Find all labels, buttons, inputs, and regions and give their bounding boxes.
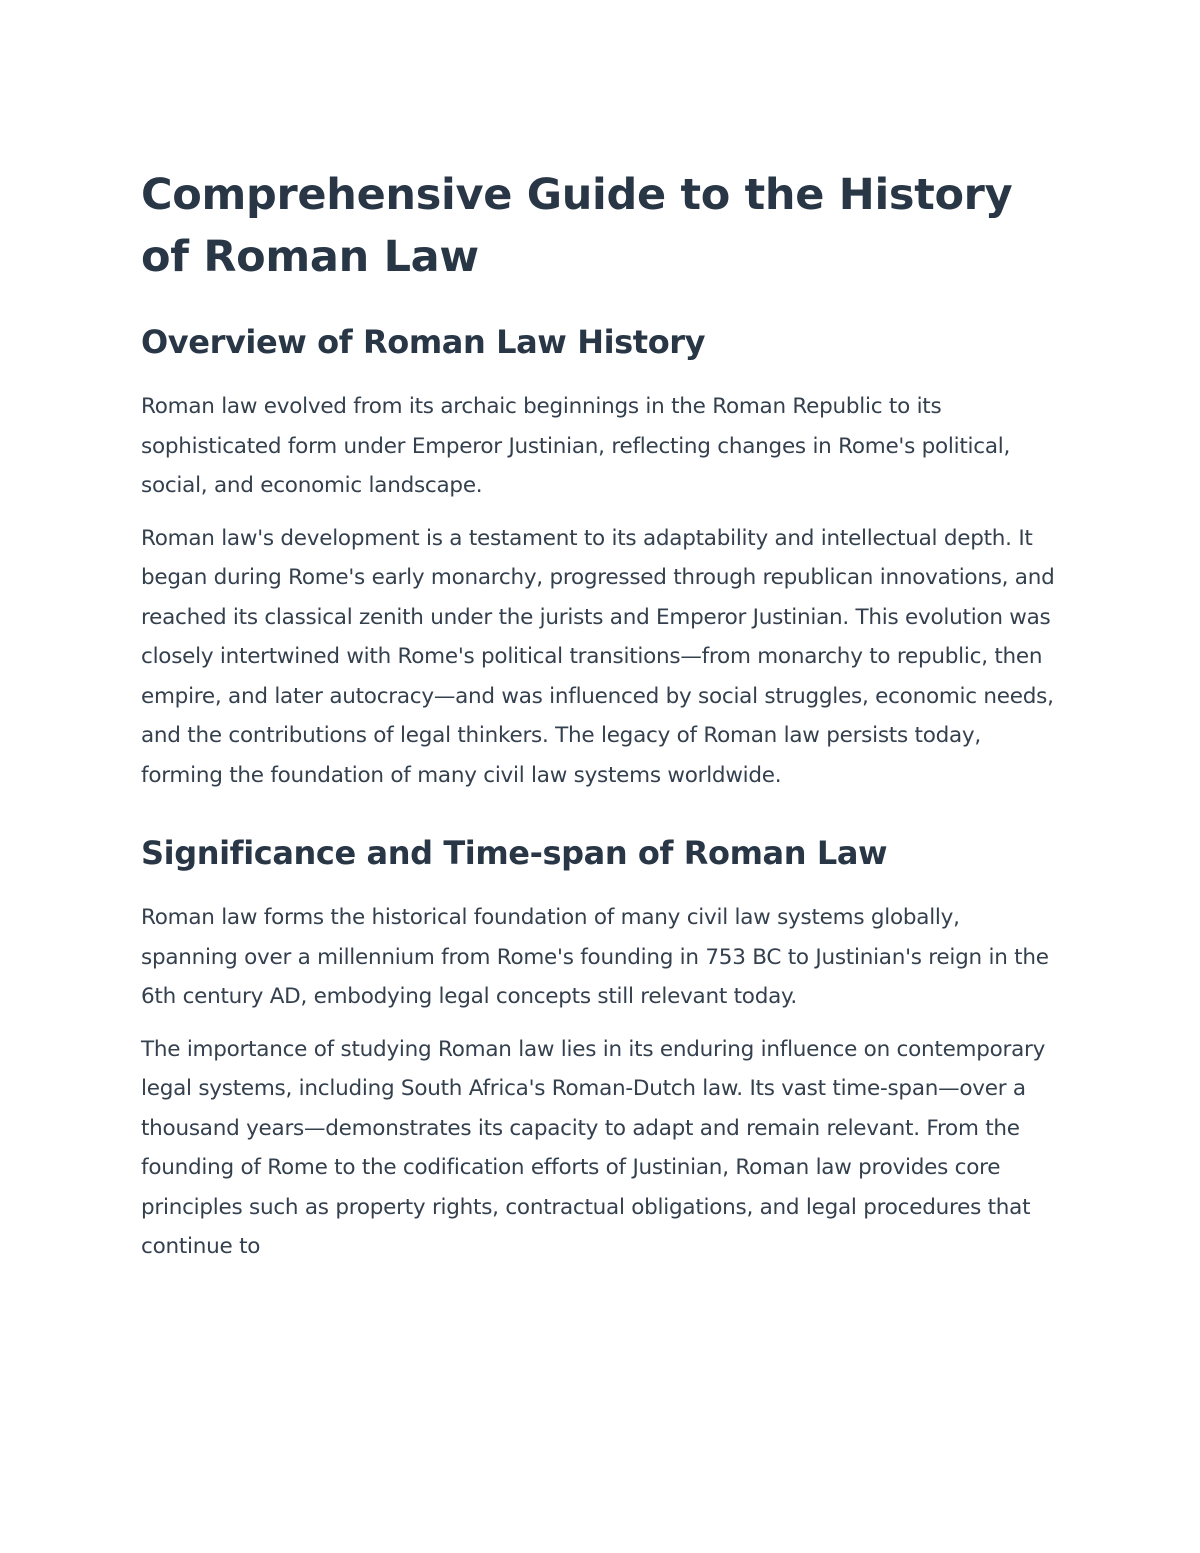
overview-paragraph-detail: Roman law's development is a testament to its adaptability and intellectual depth. It began during Rome's early monarchy, progressed through republican innovations, and reached its classical zenith under the jurists and Emperor Justinian. This evolution was closely intertwined with Rome's political transitions—from monarchy to republic, then empire, and later autocracy—and was influenced by social struggles, economic needs, and the contributions of legal thinkers. The legacy of Roman law persists today, forming the foundation of many civil law systems worldwide. [141, 525, 1055, 788]
overview-paragraph-summary: Roman law evolved from its archaic beginnings in the Roman Republic to its sophisticated form under Emperor Justinian, reflecting changes in Rome's political, social, and economic landscape. [141, 394, 1011, 498]
significance-paragraph-detail: The importance of studying Roman law lies in its enduring influence on contemporary legal systems, including South Africa's Roman-Dutch law. Its vast time-span—over a thousand years—demonstrates its capacity to adapt and remain relevant. From the founding of Rome to the codification efforts of Justinian, Roman law provides core principles such as property rights, contractual obligations, and legal procedures that continue to [141, 1036, 1046, 1259]
section-heading-significance: Significance and Time-span of Roman Law [141, 834, 888, 872]
section-heading-overview: Overview of Roman Law History [141, 323, 706, 361]
document-title: Comprehensive Guide to the History of Roman Law [141, 170, 1013, 282]
document-page [141, 164, 1061, 1267]
significance-paragraph-summary: Roman law forms the historical foundation of many civil law systems globally, spanning over a millennium from Rome's founding in 753 BC to Justinian's reign in the 6th century AD, embodying legal concepts still relevant today. [141, 905, 1049, 1009]
